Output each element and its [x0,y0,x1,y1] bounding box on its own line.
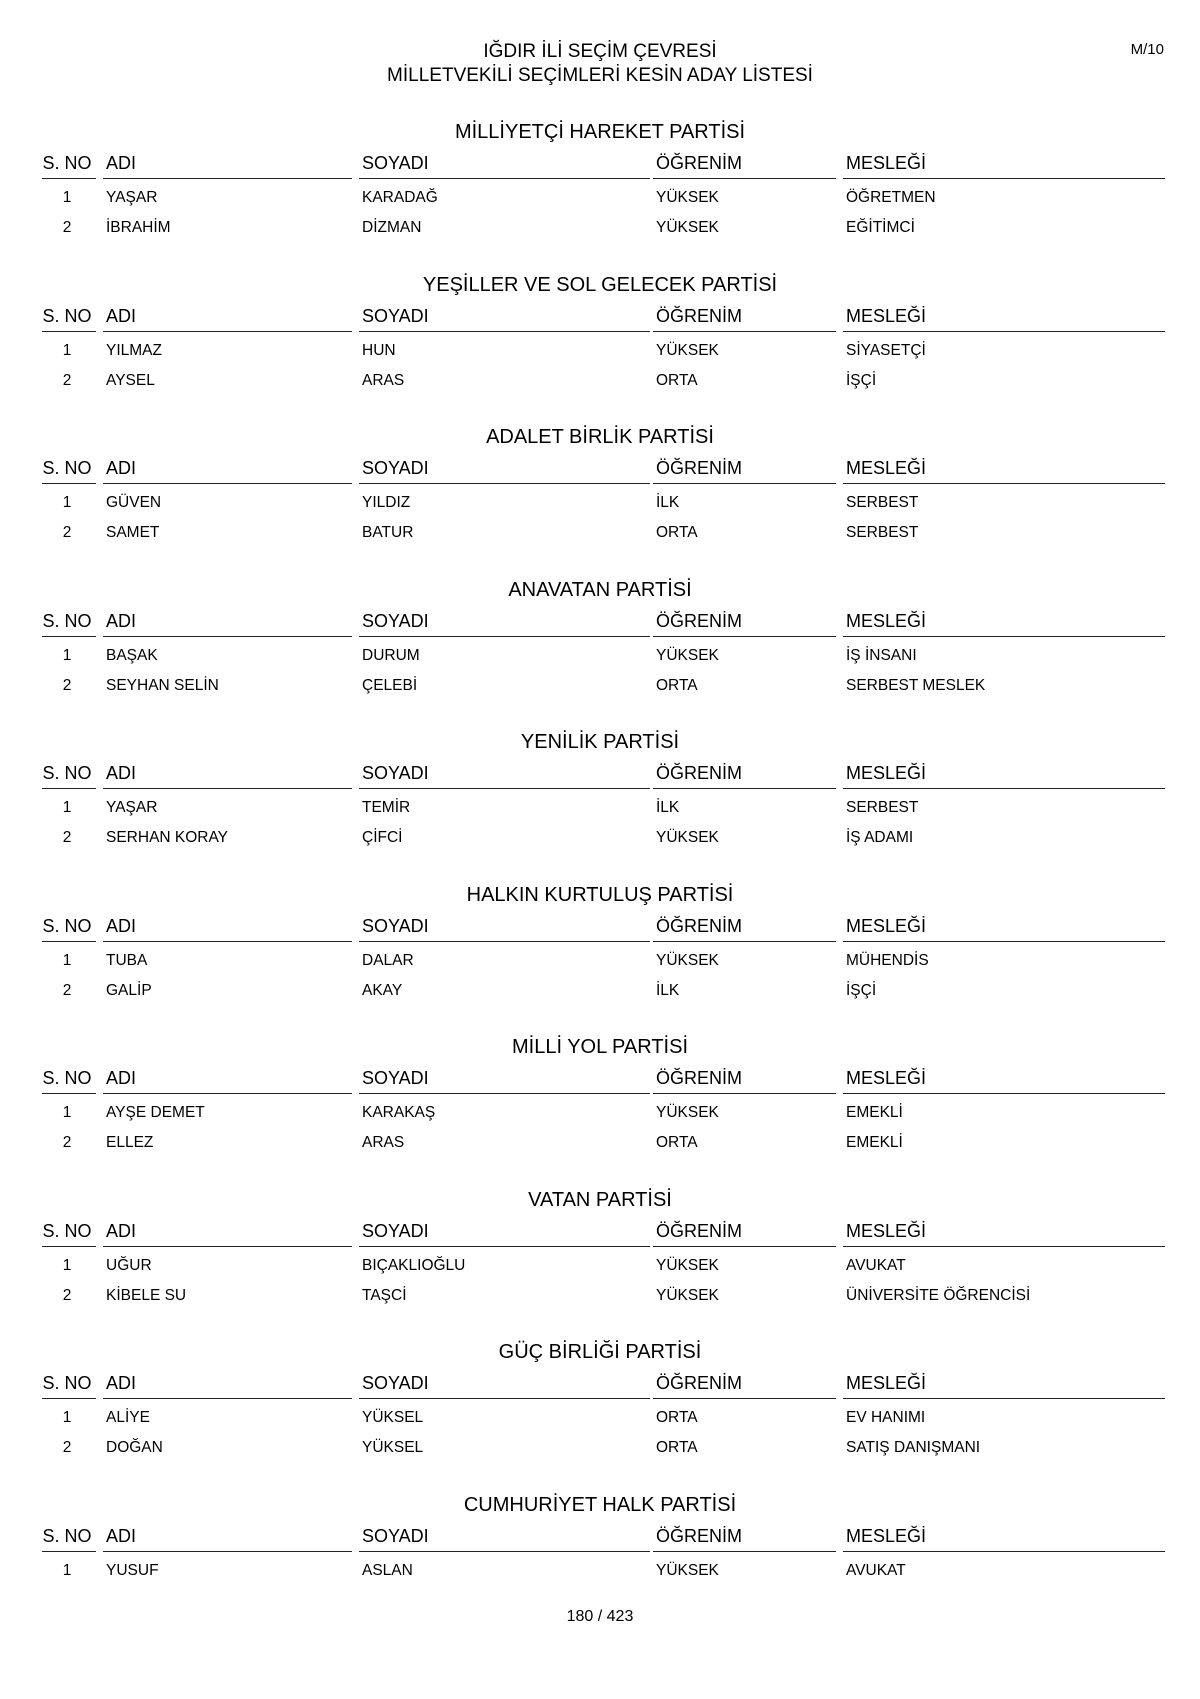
column-header-no: S. NO [42,915,92,936]
column-header-adi: ADI [106,153,137,173]
candidate-no: 1 [62,1561,72,1579]
candidate-no: 2 [62,1286,72,1304]
column-header-no: S. NO [42,153,92,173]
candidate-name: SERHAN KORAY [106,829,229,846]
candidate-occupation: AVUKAT [846,1561,906,1579]
header-underline [653,941,836,942]
candidate-surname: BIÇAKLIOĞLU [362,1256,466,1274]
header-underline [653,1246,836,1247]
candidate-no: 1 [62,1256,72,1274]
candidate-surname: DALAR [362,951,414,969]
header-underline [103,331,352,332]
party-title: HALKIN KURTULUŞ PARTİSİ [466,883,734,906]
candidate-no: 2 [62,524,72,541]
column-header-no: S. NO [42,305,92,326]
header-underline [359,788,650,789]
column-header-adi: ADI [106,1525,137,1546]
header-underline [653,788,836,789]
candidate-education: İLK [656,494,680,511]
header-underline [843,941,1165,942]
column-header-no: S. NO [42,458,92,478]
column-header-adi: ADI [106,763,137,783]
candidate-no: 2 [62,371,72,389]
column-header-soyadi: SOYADI [362,153,429,173]
column-header-adi: ADI [106,915,137,936]
candidate-education: ORTA [656,1134,698,1151]
candidate-name: TUBA [106,951,148,969]
candidate-surname: DURUM [362,646,420,664]
column-header-row [0,1220,1200,1252]
candidate-education: YÜKSEK [656,646,719,664]
party-title: MİLLİYETÇİ HAREKET PARTİSİ [454,121,746,143]
column-header-ogrenim: ÖĞRENİM [656,153,743,173]
header-underline [843,331,1165,332]
party-title: ADALET BİRLİK PARTİSİ [486,426,714,448]
candidate-no: 2 [62,981,72,999]
column-header-row [0,457,1200,489]
candidate-no: 2 [62,219,72,236]
candidate-no: 1 [62,341,72,359]
column-header-soyadi: SOYADI [362,763,429,783]
party-title: YEŞİLLER VE SOL GELECEK PARTİSİ [422,273,778,296]
column-header-ogrenim: ÖĞRENİM [656,458,743,478]
candidate-education: YÜKSEK [656,1256,719,1274]
party-section [0,578,1200,731]
candidate-surname: DİZMAN [362,219,422,236]
candidate-row [0,1404,1200,1434]
column-header-soyadi: SOYADI [362,1068,429,1088]
header-underline [653,178,836,179]
header-underline [843,178,1165,179]
candidate-surname: KARADAĞ [362,189,438,206]
page-number: 180 / 423 [566,1608,634,1625]
header-underline [42,1093,96,1094]
candidate-occupation: ÖĞRETMEN [846,189,936,206]
candidate-occupation: SERBEST [846,524,919,541]
party-section [0,883,1200,1036]
column-header-adi: ADI [106,1373,137,1393]
column-header-soyadi: SOYADI [362,305,429,326]
column-header-meslek: MESLEĞİ [846,305,927,326]
column-header-soyadi: SOYADI [362,458,429,478]
candidate-occupation: EĞİTİMCİ [846,219,915,236]
party-section [0,1035,1200,1188]
column-header-ogrenim: ÖĞRENİM [656,610,743,631]
candidate-name: SEYHAN SELİN [106,676,219,694]
header-underline [103,941,352,942]
column-header-row [0,610,1200,642]
header-underline [103,1093,352,1094]
candidate-education: ORTA [656,1409,698,1426]
column-header-row [0,152,1200,184]
candidate-row [0,794,1200,824]
header-underline [843,636,1165,637]
column-header-soyadi: SOYADI [362,1373,429,1393]
column-header-ogrenim: ÖĞRENİM [656,305,743,326]
column-header-row [0,1067,1200,1099]
candidate-surname: ÇİFCİ [362,829,403,846]
header-underline [359,1246,650,1247]
candidate-occupation: İŞÇİ [846,371,877,389]
column-header-adi: ADI [106,1068,137,1088]
candidate-row [0,1282,1200,1312]
party-section [0,730,1200,883]
candidate-surname: ASLAN [362,1561,413,1579]
candidate-row [0,214,1200,244]
candidate-occupation: EMEKLİ [846,1104,903,1121]
candidate-surname: ARAS [362,371,405,389]
candidate-education: ORTA [656,1439,698,1456]
column-header-soyadi: SOYADI [362,1220,429,1241]
header-underline [843,1551,1165,1552]
candidate-surname: HUN [362,341,396,359]
column-header-no: S. NO [42,1373,92,1393]
header-underline [42,1398,96,1399]
candidate-name: KİBELE SU [106,1286,187,1304]
candidate-no: 1 [62,189,72,206]
candidate-occupation: İŞ İNSANI [846,646,917,664]
column-header-meslek: MESLEĞİ [846,1525,927,1546]
candidate-name: ALİYE [106,1409,150,1426]
candidate-education: YÜKSEK [656,829,719,846]
candidate-name: DOĞAN [106,1439,163,1456]
candidate-occupation: SATIŞ DANIŞMANI [846,1439,981,1456]
column-header-meslek: MESLEĞİ [846,153,927,173]
header-underline [359,178,650,179]
candidate-row [0,1252,1200,1282]
candidate-education: YÜKSEK [656,1104,719,1121]
header-underline [359,1093,650,1094]
candidate-no: 1 [62,494,72,511]
header-underline [359,636,650,637]
candidate-surname: YÜKSEL [362,1409,424,1426]
candidate-surname: YÜKSEL [362,1439,424,1456]
header-underline [103,1246,352,1247]
candidate-no: 2 [62,676,72,694]
candidate-education: YÜKSEK [656,1286,719,1304]
column-header-row [0,915,1200,947]
candidate-no: 1 [62,1104,72,1121]
party-title: VATAN PARTİSİ [528,1188,672,1211]
column-header-soyadi: SOYADI [362,1525,429,1546]
candidate-name: AYŞE DEMET [106,1104,205,1121]
column-header-meslek: MESLEĞİ [846,1220,927,1241]
title-line-2: MİLLETVEKİLİ SEÇİMLERİ KESİN ADAY LİSTESİ [387,65,813,86]
candidate-name: YILMAZ [106,341,162,359]
candidate-education: İLK [656,981,680,999]
header-underline [843,788,1165,789]
candidate-occupation: SERBEST MESLEK [846,676,986,694]
candidate-name: ELLEZ [106,1134,154,1151]
candidate-surname: KARAKAŞ [362,1104,436,1121]
column-header-soyadi: SOYADI [362,915,429,936]
candidate-occupation: SERBEST [846,494,919,511]
header-underline [843,1398,1165,1399]
candidate-occupation: EMEKLİ [846,1134,903,1151]
candidate-surname: BATUR [362,524,414,541]
header-underline [843,1246,1165,1247]
header-underline [42,483,96,484]
header-underline [42,1246,96,1247]
header-underline [103,178,352,179]
column-header-no: S. NO [42,763,92,783]
party-title: YENİLİK PARTİSİ [520,731,680,753]
party-title: CUMHURİYET HALK PARTİSİ [463,1493,737,1516]
candidate-name: AYSEL [106,371,155,389]
candidate-education: YÜKSEK [656,341,719,359]
candidate-surname: ARAS [362,1134,405,1151]
column-header-row [0,1372,1200,1404]
column-header-ogrenim: ÖĞRENİM [656,763,743,783]
column-header-no: S. NO [42,1525,92,1546]
candidate-row [0,1099,1200,1129]
candidate-row [0,672,1200,702]
document-header [0,40,1200,88]
column-header-adi: ADI [106,458,137,478]
party-title: ANAVATAN PARTİSİ [508,578,692,601]
header-underline [653,636,836,637]
party-title: GÜÇ BİRLİĞİ PARTİSİ [498,1341,702,1363]
candidate-education: YÜKSEK [656,219,719,236]
column-header-meslek: MESLEĞİ [846,1068,927,1088]
candidate-row [0,977,1200,1007]
candidate-occupation: ÜNİVERSİTE ÖĞRENCİSİ [846,1286,1031,1304]
header-underline [843,483,1165,484]
party-sections [0,120,1200,1645]
column-header-ogrenim: ÖĞRENİM [656,1525,743,1546]
header-underline [653,483,836,484]
candidate-no: 1 [62,799,72,816]
candidate-education: ORTA [656,524,698,541]
party-section [0,273,1200,426]
candidate-no: 2 [62,1439,72,1456]
candidate-no: 1 [62,1409,72,1426]
party-section [0,425,1200,578]
column-header-adi: ADI [106,610,137,631]
candidate-occupation: İŞÇİ [846,981,877,999]
candidate-row [0,1129,1200,1159]
header-underline [42,941,96,942]
candidate-surname: ÇELEBİ [362,676,418,694]
column-header-meslek: MESLEĞİ [846,458,927,478]
header-underline [653,1551,836,1552]
candidate-surname: YILDIZ [362,494,411,511]
header-underline [42,331,96,332]
candidate-surname: AKAY [362,981,403,999]
candidate-occupation: MÜHENDİS [846,951,929,969]
column-header-meslek: MESLEĞİ [846,915,927,936]
candidate-row [0,184,1200,214]
candidate-name: GALİP [106,981,152,999]
column-header-meslek: MESLEĞİ [846,1373,927,1393]
candidate-row [0,824,1200,854]
column-header-soyadi: SOYADI [362,610,429,631]
candidate-occupation: İŞ ADAMI [846,829,914,846]
candidate-education: ORTA [656,371,698,389]
header-underline [42,788,96,789]
column-header-no: S. NO [42,610,92,631]
candidate-occupation: SERBEST [846,799,919,816]
header-underline [359,331,650,332]
candidate-education: YÜKSEK [656,189,719,206]
header-underline [103,636,352,637]
candidate-occupation: EV HANIMI [846,1409,926,1426]
candidate-education: ORTA [656,676,698,694]
column-header-no: S. NO [42,1220,92,1241]
candidate-no: 2 [62,829,72,846]
column-header-no: S. NO [42,1068,92,1088]
candidate-row [0,519,1200,549]
candidate-name: YUSUF [106,1561,159,1579]
candidate-name: YAŞAR [106,189,158,206]
candidate-education: YÜKSEK [656,1561,719,1579]
candidate-name: SAMET [106,524,160,541]
party-title: MİLLİ YOL PARTİSİ [512,1036,688,1058]
header-underline [42,178,96,179]
header-underline [843,1093,1165,1094]
candidate-row [0,337,1200,367]
candidate-row [0,642,1200,672]
column-header-ogrenim: ÖĞRENİM [656,915,743,936]
candidate-education: İLK [656,799,680,816]
candidate-row [0,1434,1200,1464]
header-underline [42,636,96,637]
header-underline [359,1551,650,1552]
header-underline [359,941,650,942]
column-header-row [0,305,1200,337]
column-header-ogrenim: ÖĞRENİM [656,1220,743,1241]
candidate-name: YAŞAR [106,799,158,816]
header-underline [103,788,352,789]
header-underline [359,1398,650,1399]
party-section [0,120,1200,273]
party-section [0,1188,1200,1341]
candidate-no: 2 [62,1134,72,1151]
candidate-name: UĞUR [106,1256,152,1274]
column-header-meslek: MESLEĞİ [846,610,927,631]
candidate-surname: TEMİR [362,799,411,816]
candidate-row [0,367,1200,397]
candidate-name: BAŞAK [106,646,158,664]
header-underline [103,1398,352,1399]
header-underline [359,483,650,484]
column-header-row [0,1525,1200,1557]
column-header-meslek: MESLEĞİ [846,763,927,783]
party-section [0,1340,1200,1493]
candidate-name: GÜVEN [106,494,162,511]
candidate-no: 1 [62,951,72,969]
candidate-row [0,1557,1200,1587]
candidate-occupation: AVUKAT [846,1256,906,1274]
column-header-row [0,762,1200,794]
header-underline [42,1551,96,1552]
header-underline [653,1398,836,1399]
column-header-ogrenim: ÖĞRENİM [656,1068,743,1088]
header-underline [103,483,352,484]
column-header-ogrenim: ÖĞRENİM [656,1373,743,1393]
header-underline [653,1093,836,1094]
candidate-no: 1 [62,646,72,664]
page-code: M/10 [1130,41,1164,58]
candidate-row [0,489,1200,519]
column-header-adi: ADI [106,305,137,326]
candidate-occupation: SİYASETÇİ [846,341,926,359]
header-underline [103,1551,352,1552]
candidate-name: İBRAHİM [106,219,171,236]
candidate-surname: TAŞCİ [362,1286,407,1304]
candidate-row [0,947,1200,977]
header-underline [653,331,836,332]
candidate-education: YÜKSEK [656,951,719,969]
title-line-1: IĞDIR İLİ SEÇİM ÇEVRESİ [483,41,717,62]
column-header-adi: ADI [106,1220,137,1241]
